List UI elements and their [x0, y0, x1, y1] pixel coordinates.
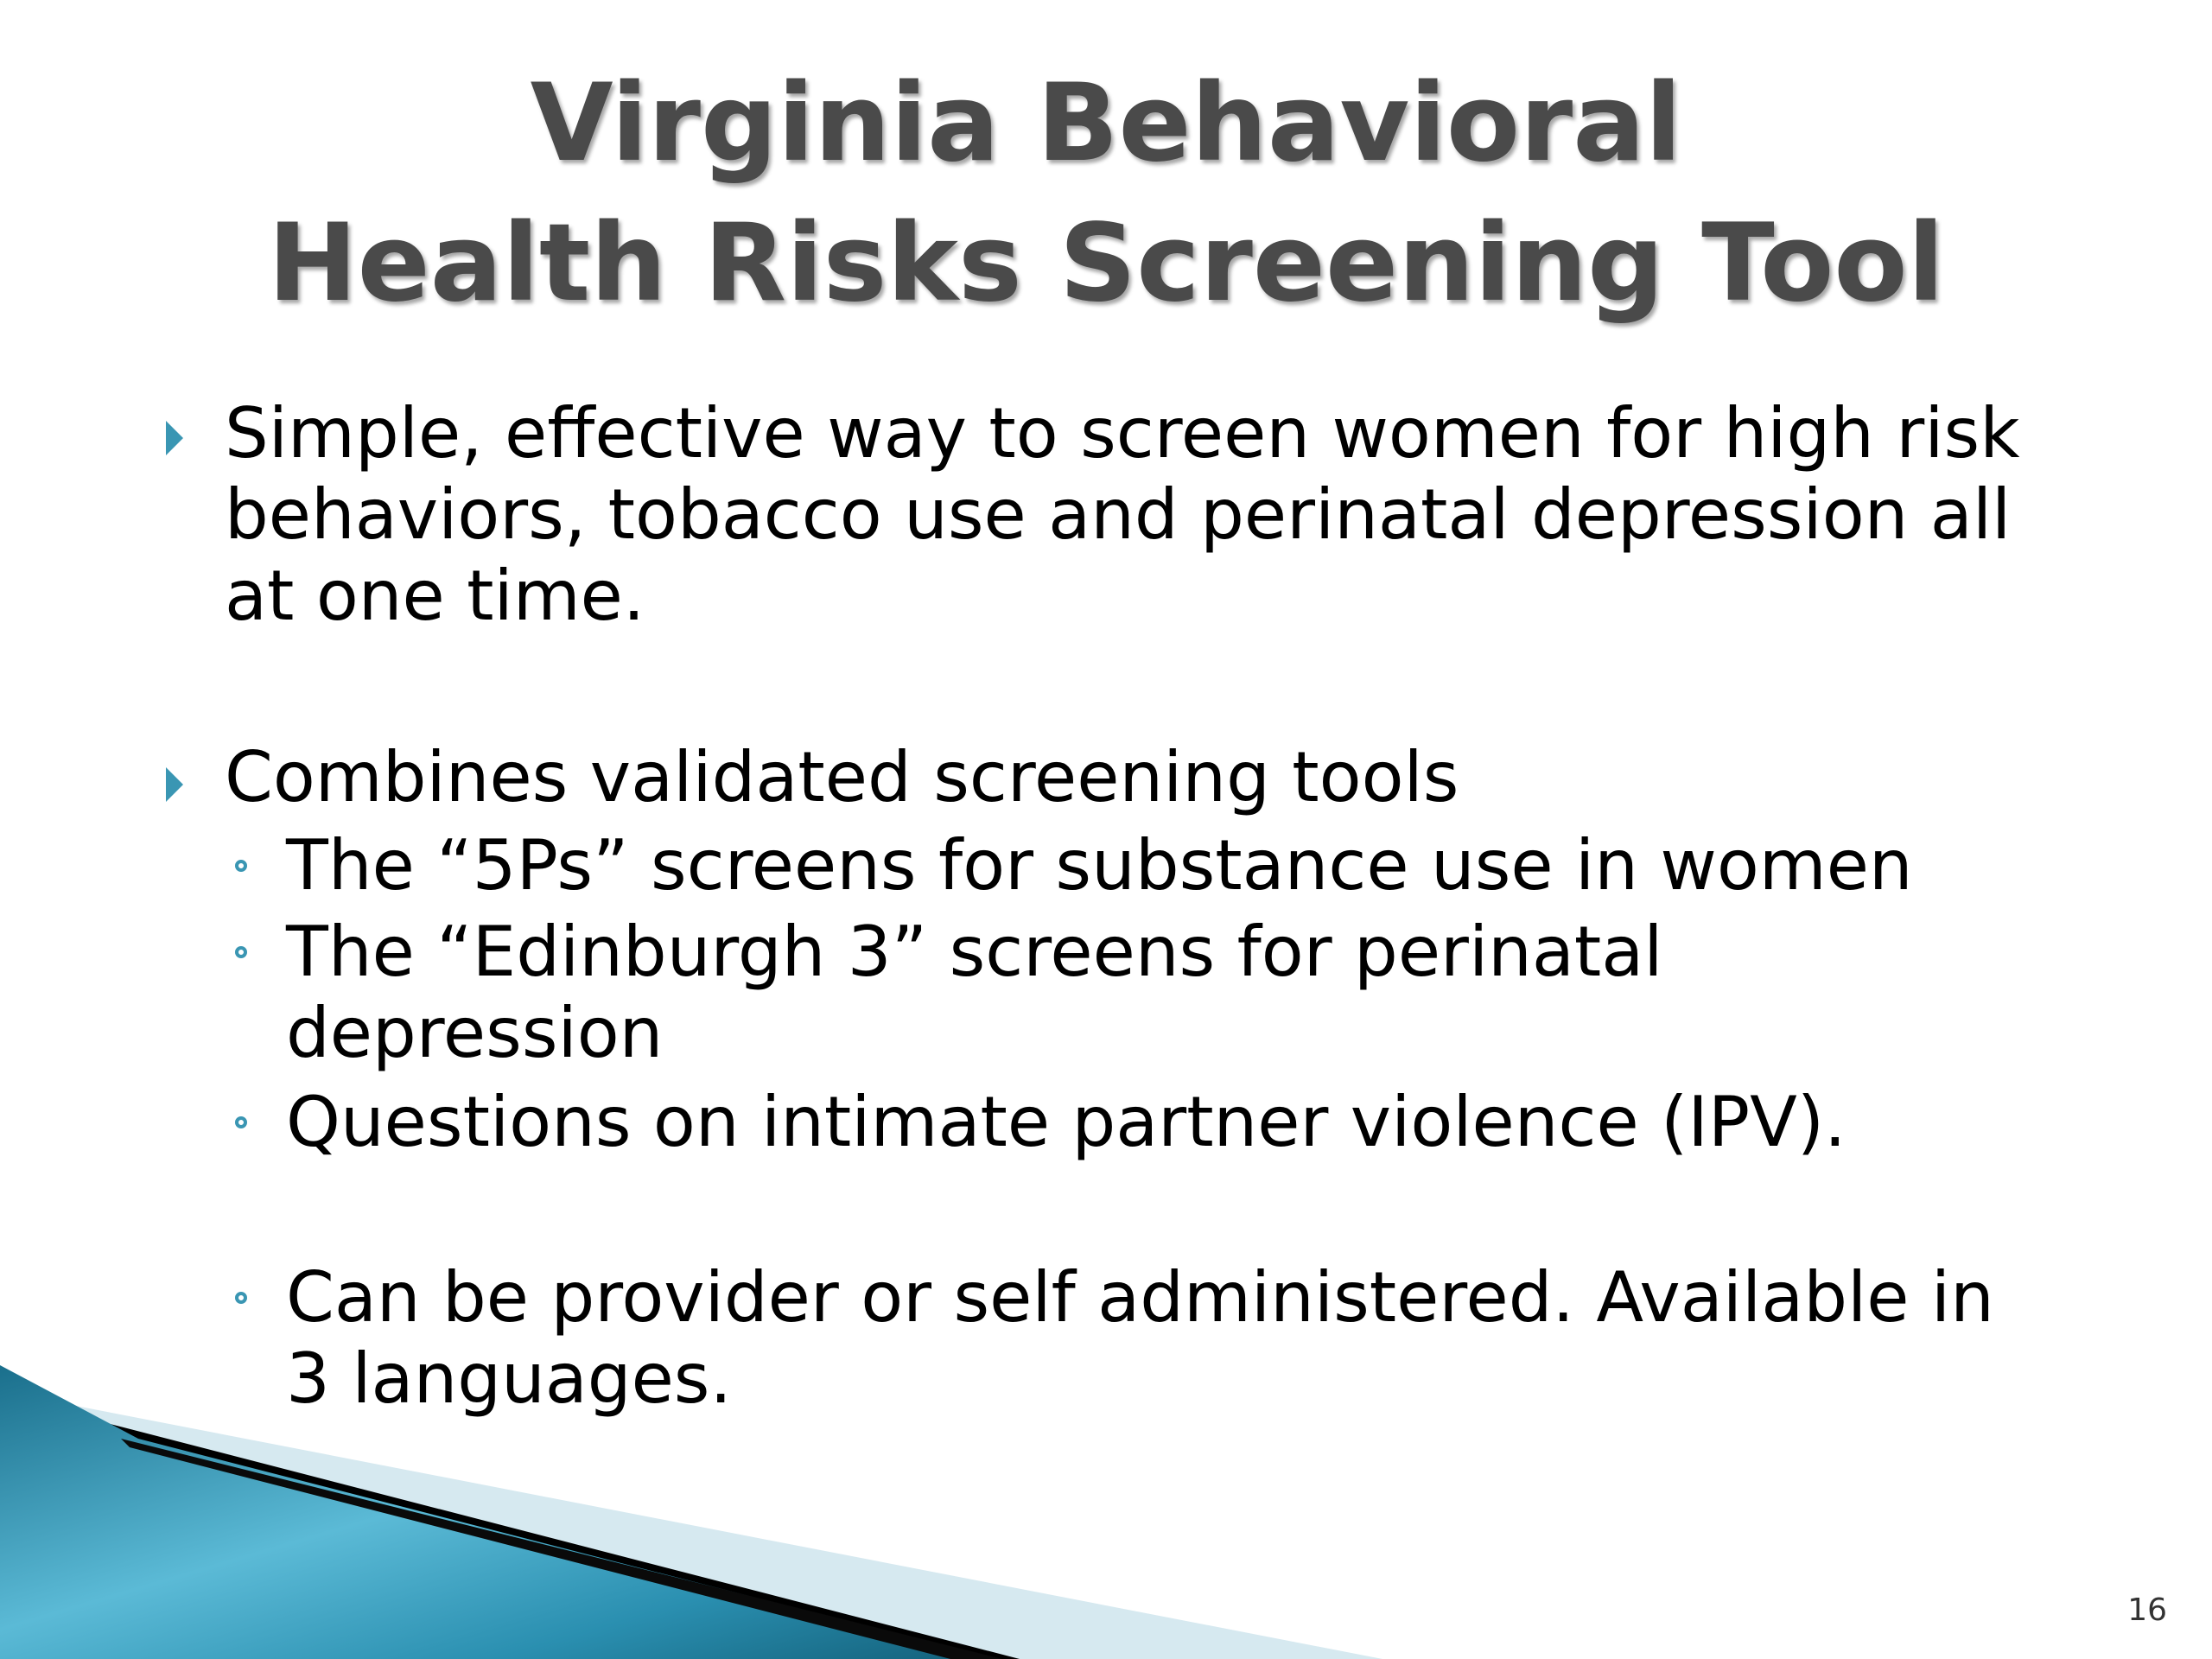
page-number: 16 — [2127, 1592, 2167, 1628]
title-line-1: Virginia Behavioral — [530, 61, 1682, 186]
circle-bullet-icon — [235, 946, 247, 958]
sub-bullet-item-1 — [286, 825, 1913, 906]
title-line-2: Health Risks Screening Tool — [267, 201, 1945, 326]
sub-bullet-4-line-2: 3 languages. — [286, 1338, 732, 1419]
triangle-bullet-icon — [166, 767, 183, 802]
circle-bullet-icon — [235, 1116, 247, 1128]
triangle-bullet-icon — [166, 421, 183, 455]
sub-bullet-item-2 — [286, 912, 1663, 1074]
bullet-1-line-2: behaviors, tobacco use and perinatal depression all — [225, 474, 2012, 555]
bullet-item-1 — [225, 393, 2020, 637]
bullet-item-2 — [225, 737, 1459, 818]
circle-bullet-icon — [235, 860, 247, 872]
sub-bullet-1-line-1: The “5Ps” screens for substance use in women — [286, 825, 1913, 906]
bullet-1-line-3: at one time. — [225, 556, 645, 636]
bullet-2-line-1: Combines validated screening tools — [225, 737, 1459, 817]
sub-bullet-3-line-1: Questions on intimate partner violence (IPV). — [286, 1082, 1847, 1162]
corner-decoration — [0, 1365, 1382, 1659]
sub-bullet-item-3 — [286, 1082, 1847, 1163]
bullet-1-line-1: Simple, effective way to screen women for high risk — [225, 393, 2020, 474]
sub-bullet-2-line-2: depression — [286, 993, 664, 1073]
circle-bullet-icon — [235, 1292, 247, 1304]
sub-bullet-2-line-1: The “Edinburgh 3” screens for perinatal — [286, 912, 1663, 992]
slide-title — [0, 54, 2212, 334]
sub-bullet-4-line-1: Can be provider or self administered. Available in — [286, 1257, 1994, 1338]
